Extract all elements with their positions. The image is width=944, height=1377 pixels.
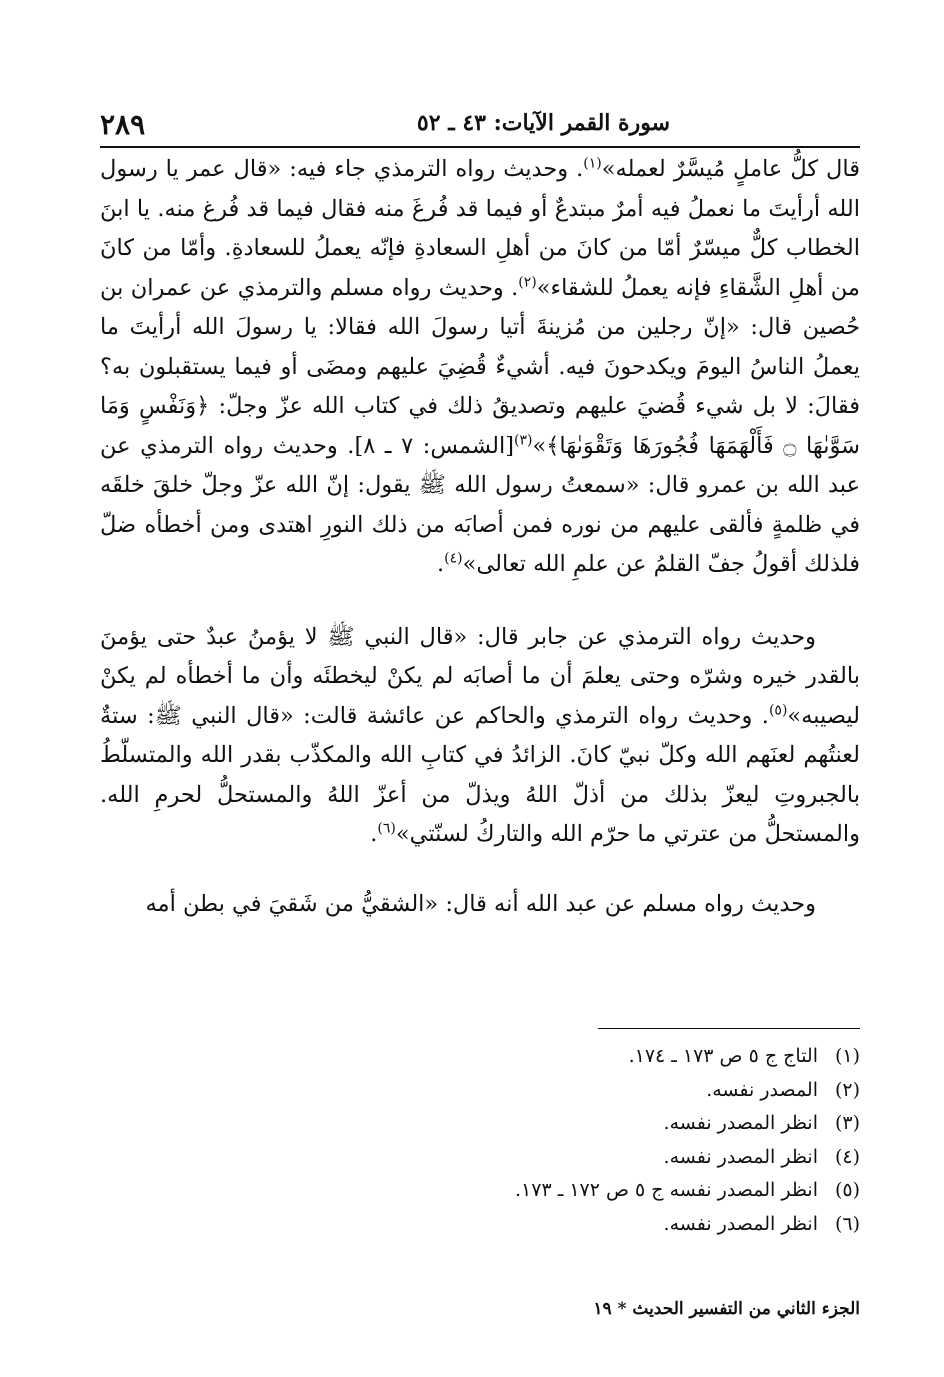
text-run: . وحديث رواه مسلم والترمذي عن عمران بن حُصين قال: «إنّ رجلين من مُزينةَ أتيا رسولَ الله فقالا: يا رسولَ الله أرأيتَ ما يعملُ الناسُ اليومَ ويكدحونَ فيه. أشيءٌ قُضِيَ عليهم ومضَى أو فيما يستقبلون به؟ فقالَ: لا بل شيء قُضيَ عليهم وتصديقُ ذلك في كتاب الله عزّ وجلّ: ﴿وَنَفْسٍ وَمَا سَوَّىٰهَا ۝ فَأَلْهَمَهَا فُجُورَهَا وَتَقْوَىٰهَا﴾» — [100, 274, 860, 459]
footnote-1 — [100, 1040, 860, 1074]
paragraph-2 — [100, 618, 860, 855]
footnote-ref-1: (١) — [583, 155, 602, 172]
footnote-ref-6: (٦) — [377, 820, 396, 837]
footnote-2 — [100, 1074, 860, 1108]
text-run: . — [437, 551, 445, 577]
footnote-number: (٤) — [834, 1145, 860, 1168]
page-number: ٢٨٩ — [100, 108, 146, 141]
footnote-text: التاج ج ٥ ص ١٧٣ ـ ١٧٤. — [628, 1045, 818, 1067]
footnote-ref-4: (٤) — [444, 550, 463, 567]
text-run: [الشمس: ٧ ـ ٨]. وحديث رواه الترمذي عن عبد الله بن عمرو قال: «سمعتُ رسول الله ﷺ يقول: إنّ الله عزّ وجلّ خلقَ خلقَه في ظلمةٍ فألقى عليهم من نوره فمن أصابَه من ذلك النورِ اهتدى ومن أخطأه ضلّ فلذلك أقولُ جفّ القلمُ عن علمِ الله تعالى» — [100, 432, 860, 577]
footnote-text: انظر المصدر نفسه ج ٥ ص ١٧٢ ـ ١٧٣. — [514, 1179, 818, 1201]
paragraph-1 — [100, 150, 860, 585]
footnote-number: (٢) — [834, 1078, 860, 1101]
text-run: وحديث رواه الترمذي عن جابر قال: «قال النبي ﷺ لا يؤمنُ عبدٌ حتى يؤمنَ بالقدر خيره وشرّه وحتى يعلمَ أن ما أصابَه لم يكنْ ليخطئَه وأن ما أخطأه لم يكنْ ليصيبه» — [100, 623, 860, 729]
footnote-text: انظر المصدر نفسه. — [663, 1112, 818, 1134]
text-run: . وحديث رواه الترمذي جاء فيه: «قال عمر يا رسول الله أرأيتَ ما نعملُ فيه أمرٌ مبتدعٌ أو فيما قد فُرغَ منه فقال فيما قد فُرغ منه. يا ابنَ الخطاب كلٌّ ميسّرٌ أمّا من كانَ من أهلِ السعادةِ فإنّه يعملُ للسعادةِ. وأمّا من كانَ من أهلِ الشَّقاءِ فإنه يعملُ للشقاء» — [100, 156, 860, 301]
footnote-ref-2: (٢) — [518, 274, 537, 290]
footnote-6 — [100, 1208, 860, 1242]
running-head-title: سورة القمر الآيات: ٤٣ ـ ٥٢ — [416, 110, 670, 136]
text-run: . وحديث رواه الترمذي والحاكم عن عائشة قالت: «قال النبي ﷺ: ستةٌ لعنتُهم لعنَهم الله وكلّ نبيّ كانَ. الزائدُ في كتابِ الله والمكذّب بقدر الله والمتسلّطُ بالجبروتِ ليعزّ بذلك من أذلّ اللهُ ويذلّ من أعزّ اللهُ والمستحلُّ لحرمِ الله. والمستحلُّ من عترتي ما حرّم الله والتاركُ لسنّتي» — [100, 702, 860, 847]
footnote-4 — [100, 1141, 860, 1175]
footnote-3 — [100, 1107, 860, 1141]
text-run: قال كلُّ عاملٍ مُيسَّرٌ لعمله» — [601, 156, 861, 182]
page-footer: الجزء الثاني من التفسير الحديث * ١٩ — [593, 1299, 860, 1319]
footnote-number: (٣) — [834, 1112, 860, 1134]
footnote-number: (٥) — [834, 1179, 860, 1201]
footnote-ref-3: (٣) — [513, 432, 533, 448]
footnote-number: (١) — [834, 1045, 860, 1067]
page-header — [100, 108, 860, 144]
paragraph-3: وحديث رواه مسلم عن عبد الله أنه قال: «الشقيُّ من شَقيَ في بطن أمه — [145, 890, 816, 917]
footnotes — [100, 1040, 860, 1241]
footnote-text: انظر المصدر نفسه. — [663, 1212, 818, 1235]
footnote-text: انظر المصدر نفسه. — [663, 1145, 818, 1168]
main-text — [100, 150, 860, 924]
footnote-number: (٦) — [834, 1212, 860, 1235]
text-run: . — [370, 821, 378, 847]
footnote-separator — [598, 1028, 860, 1029]
header-rule — [100, 146, 860, 148]
footnote-text: المصدر نفسه. — [706, 1078, 818, 1101]
footnote-ref-5: (٥) — [768, 702, 788, 718]
footnote-5 — [100, 1174, 860, 1208]
